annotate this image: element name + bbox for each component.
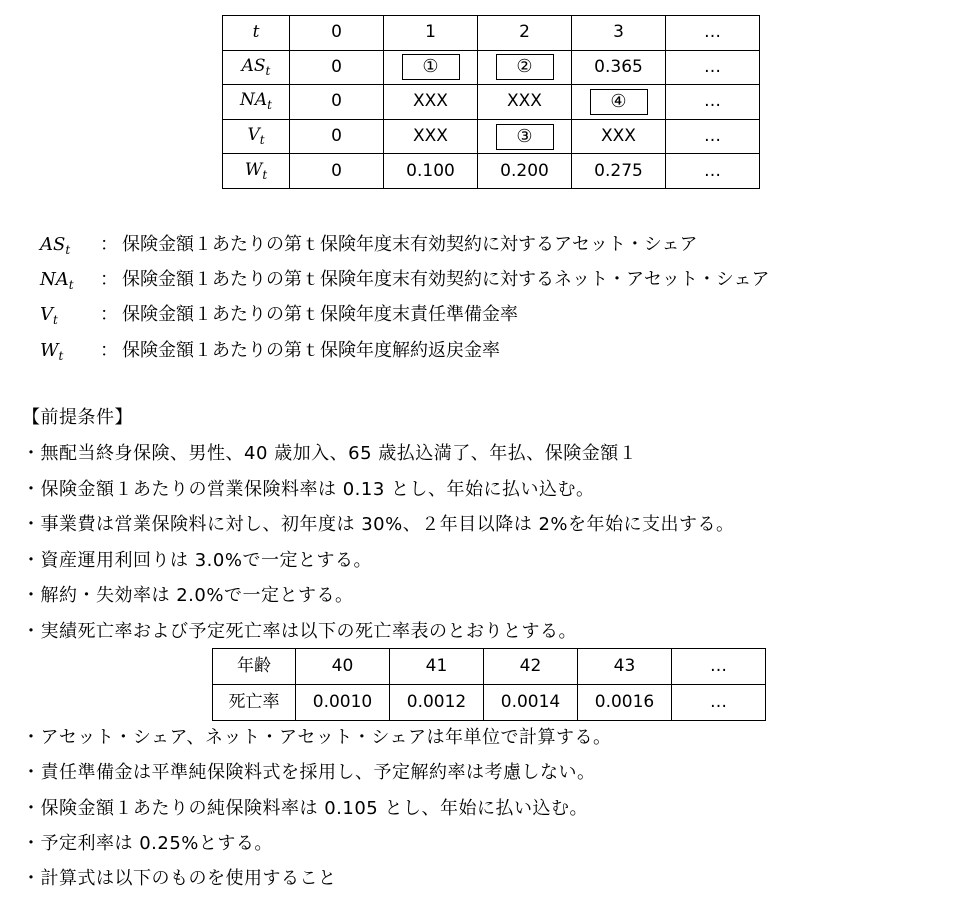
header-cell: 3 xyxy=(572,16,666,51)
header-t: t xyxy=(223,16,290,51)
row-label-na: $NA_t$ xyxy=(223,85,290,120)
table-cell: XXX xyxy=(384,85,478,120)
table-cell: … xyxy=(666,154,760,189)
condition-item: ・アセット・シェア、ネット・アセット・シェアは年単位で計算する。 xyxy=(22,727,612,748)
def-symbol: $V_t$ xyxy=(40,304,58,327)
def-colon: ： xyxy=(100,269,118,290)
row-label-v: $V_t$ xyxy=(223,119,290,154)
table-cell: XXX xyxy=(478,85,572,120)
def-colon: ： xyxy=(100,304,118,325)
header-cell: 1 xyxy=(384,16,478,51)
table-row-w xyxy=(223,154,760,189)
table-cell xyxy=(478,50,572,85)
table-cell: 40 xyxy=(296,649,390,685)
table-cell: 0.200 xyxy=(478,154,572,189)
condition-item: ・予定利率は 0.25%とする。 xyxy=(22,833,273,854)
row-label-as: $AS_t$ xyxy=(223,50,290,85)
row-label-w: $W_t$ xyxy=(223,154,290,189)
def-colon: ： xyxy=(100,234,118,255)
table-row-as xyxy=(223,50,760,85)
def-text: 保険金額１あたりの第ｔ保険年度末有効契約に対するネット・アセット・シェア xyxy=(122,269,770,290)
table-row-v xyxy=(223,119,760,154)
table-cell: 42 xyxy=(484,649,578,685)
definition-na xyxy=(40,265,769,295)
definition-as xyxy=(40,230,697,260)
def-text: 保険金額１あたりの第ｔ保険年度末責任準備金率 xyxy=(122,304,518,325)
table-cell: 0.0010 xyxy=(296,685,390,721)
def-text: 保険金額１あたりの第ｔ保険年度末有効契約に対するアセット・シェア xyxy=(122,234,698,255)
condition-item: ・保険金額１あたりの純保険料率は 0.105 とし、年始に払い込む。 xyxy=(22,798,588,819)
table-cell: 0.0016 xyxy=(578,685,672,721)
table-cell: 0 xyxy=(290,119,384,154)
condition-item: ・計算式は以下のものを使用すること xyxy=(22,868,337,889)
table-cell: 年齢 xyxy=(213,649,296,685)
table-cell xyxy=(572,85,666,120)
def-text: 保険金額１あたりの第ｔ保険年度解約返戻金率 xyxy=(122,340,500,361)
table-cell xyxy=(384,50,478,85)
table-cell: 0 xyxy=(290,50,384,85)
blank-box-4: ④ xyxy=(590,89,648,115)
conditions-title: 【前提条件】 xyxy=(22,407,133,428)
table-cell: … xyxy=(666,85,760,120)
condition-item: ・保険金額１あたりの営業保険料率は 0.13 とし、年始に払い込む。 xyxy=(22,479,595,500)
def-symbol: $AS_t$ xyxy=(40,234,71,257)
table-cell: XXX xyxy=(384,119,478,154)
table-cell: 43 xyxy=(578,649,672,685)
blank-box-1: ① xyxy=(402,54,460,80)
table-cell: … xyxy=(666,50,760,85)
def-colon: ： xyxy=(100,340,118,361)
table-cell: 0 xyxy=(290,154,384,189)
definition-w xyxy=(40,336,500,366)
blank-box-2: ② xyxy=(496,54,554,80)
table-row-na xyxy=(223,85,760,120)
table-cell: 0.275 xyxy=(572,154,666,189)
table-cell: … xyxy=(672,649,766,685)
header-cell: 2 xyxy=(478,16,572,51)
table-cell: 0 xyxy=(290,85,384,120)
table-cell: … xyxy=(666,119,760,154)
mortality-header-row xyxy=(213,649,766,685)
condition-item: ・責任準備金は平準純保険料式を採用し、予定解約率は考慮しない。 xyxy=(22,762,596,783)
header-cell: 0 xyxy=(290,16,384,51)
asset-share-table xyxy=(222,15,760,189)
header-cell: … xyxy=(666,16,760,51)
condition-item: ・実績死亡率および予定死亡率は以下の死亡率表のとおりとする。 xyxy=(22,621,577,642)
mortality-rate-row xyxy=(213,685,766,721)
table-cell: XXX xyxy=(572,119,666,154)
table-cell: 死亡率 xyxy=(213,685,296,721)
blank-box-3: ③ xyxy=(496,124,554,150)
table-header-row xyxy=(223,16,760,51)
definition-v xyxy=(40,300,518,330)
condition-item: ・事業費は営業保険料に対し、初年度は 30%、２年目以降は 2%を年始に支出する。 xyxy=(22,514,735,535)
table-cell: 0.0012 xyxy=(390,685,484,721)
mortality-table xyxy=(212,648,766,721)
def-symbol: $NA_t$ xyxy=(40,269,74,292)
table-cell: … xyxy=(672,685,766,721)
table-cell: 0.365 xyxy=(572,50,666,85)
condition-item: ・資産運用利回りは 3.0%で一定とする。 xyxy=(22,550,372,571)
table-cell: 0.0014 xyxy=(484,685,578,721)
table-cell xyxy=(478,119,572,154)
condition-item: ・無配当終身保険、男性、40 歳加入、65 歳払込満了、年払、保険金額１ xyxy=(22,443,638,464)
def-symbol: $W_t$ xyxy=(40,340,64,363)
table-cell: 0.100 xyxy=(384,154,478,189)
table-cell: 41 xyxy=(390,649,484,685)
condition-item: ・解約・失効率は 2.0%で一定とする。 xyxy=(22,585,354,606)
